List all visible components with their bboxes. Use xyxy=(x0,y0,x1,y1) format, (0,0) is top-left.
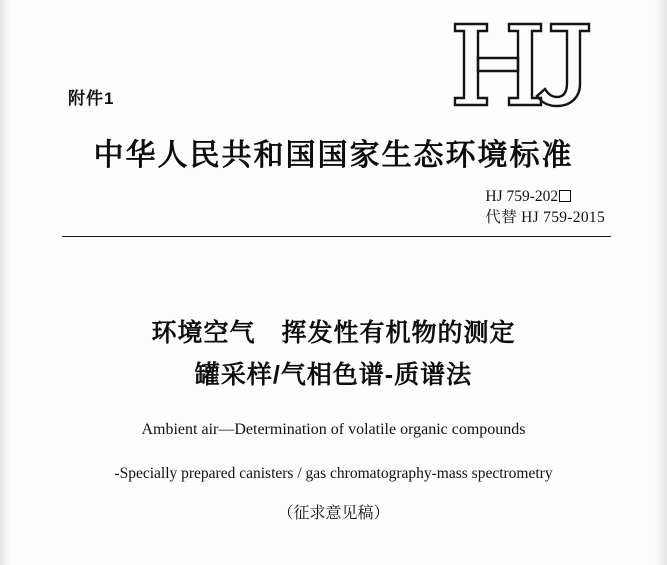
standard-number xyxy=(485,186,605,207)
header-divider xyxy=(62,236,611,237)
standard-title-cn xyxy=(0,312,667,396)
title-cn-part2: 挥发性有机物的测定 xyxy=(281,319,516,347)
attachment-label: 附件1 xyxy=(68,89,115,108)
empty-box-icon xyxy=(559,190,571,202)
draft-status-label: （征求意见稿） xyxy=(277,505,390,522)
hj-logo-icon xyxy=(447,18,597,110)
standard-title-en-line1: Ambient air—Determination of volatile organic compounds xyxy=(141,421,526,438)
title-cn-part1: 环境空气 xyxy=(151,319,256,347)
standard-title-en-line2: -Specially prepared canisters / gas chromatography-mass spectrometry xyxy=(114,465,553,482)
replaces-line: 代替 HJ 759-2015 xyxy=(485,209,605,226)
title-cn-line2: 罐采样/气相色谱-质谱法 xyxy=(194,361,473,389)
standard-number-text: HJ 759-202 xyxy=(485,188,559,205)
page-title: 中华人民共和国国家生态环境标准 xyxy=(93,139,574,172)
standard-codes xyxy=(485,186,605,228)
